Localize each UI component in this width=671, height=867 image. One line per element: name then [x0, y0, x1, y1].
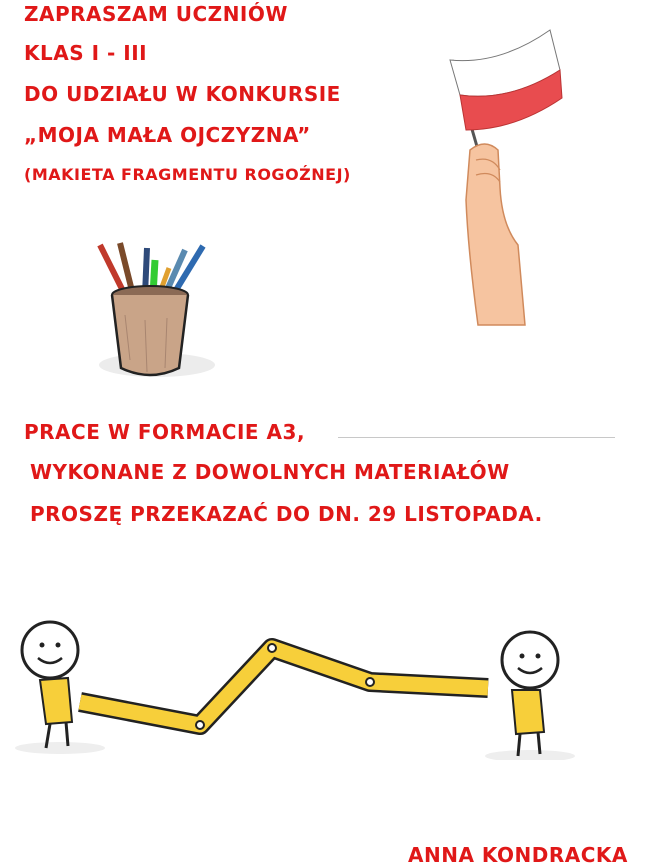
invite-line-2: KLAS I - III: [24, 41, 148, 65]
details-line-1: PRACE W FORMACIE A3,: [24, 420, 306, 444]
signature: ANNA KONDRACKA: [408, 843, 628, 867]
details-line-2: WYKONANE Z DOWOLNYCH MATERIAŁÓW: [30, 460, 510, 484]
details-line-3: PROSZĘ PRZEKAZAĆ DO DN. 29 LISTOPADA.: [30, 502, 543, 526]
pencil-cup-illustration: [85, 240, 235, 385]
contest-subtitle: (MAKIETA FRAGMENTU ROGOŹNEJ): [24, 165, 351, 184]
divider-line: [338, 437, 615, 438]
kids-ruler-illustration: [10, 610, 580, 760]
invite-line-3: DO UDZIAŁU W KONKURSIE: [24, 82, 341, 106]
polish-flag-hand-illustration: [440, 10, 570, 330]
invite-line-1: ZAPRASZAM UCZNIÓW: [24, 2, 288, 26]
contest-title: „MOJA MAŁA OJCZYZNA”: [24, 123, 311, 147]
